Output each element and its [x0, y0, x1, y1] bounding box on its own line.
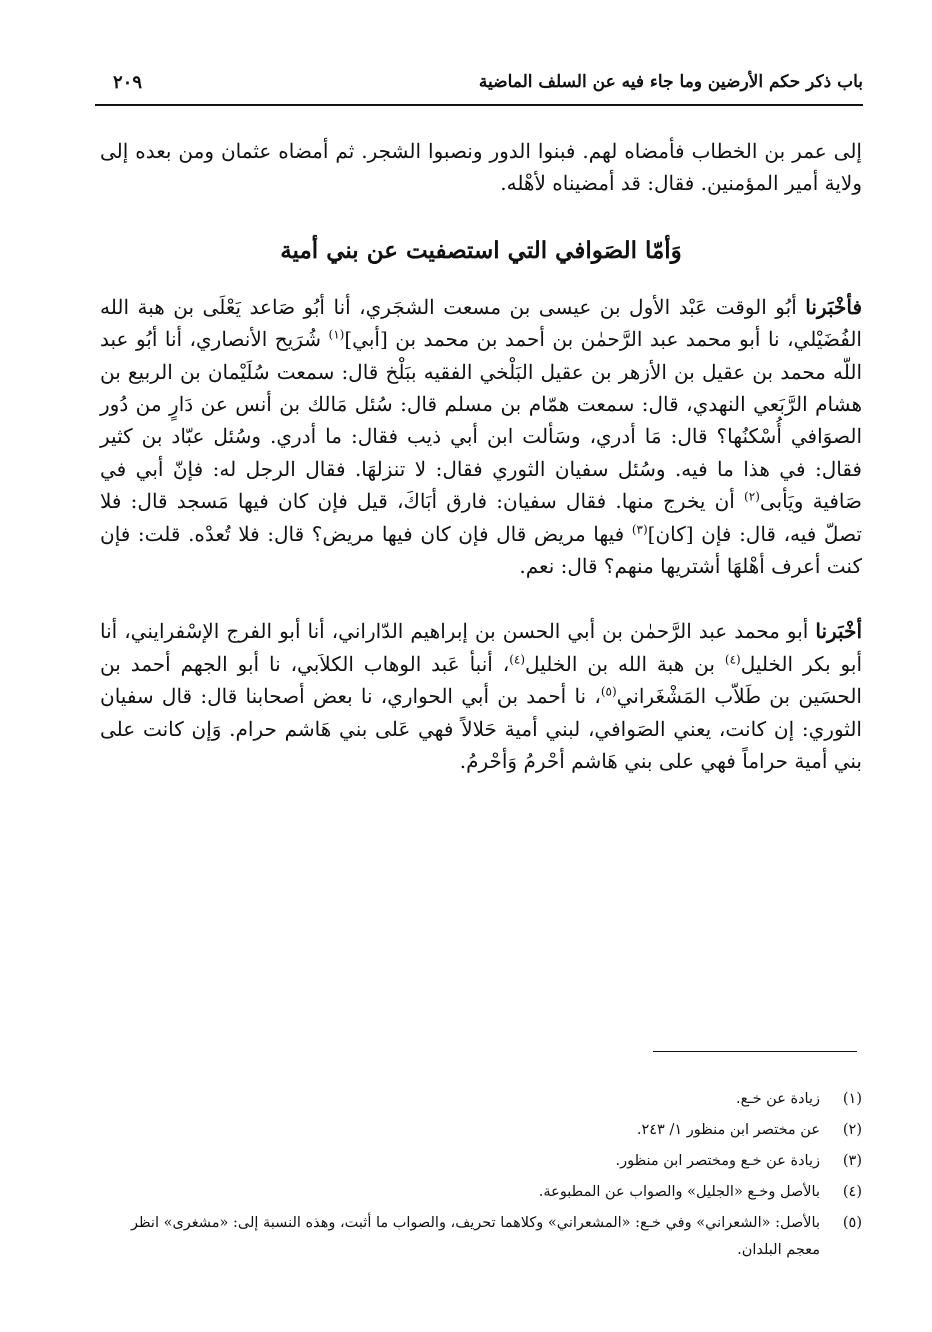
- footnote-text: عن مختصر ابن منظور ١/ ٢٤٣.: [636, 1122, 820, 1138]
- footnote-item: [100, 1146, 862, 1177]
- paragraph-1-text: فيها مريض قال فإن كان فيها مريض؟ قال: فلا تُعدْه. قلت: فإن كنت أعرف أهْلهَا أشتريها منهم؟ قال: نعم.: [100, 521, 862, 579]
- footnote-ref-4: (٤): [509, 652, 526, 667]
- paragraph-1-text: أن يخرج منها. فقال سفيان: فارق أبَاكَ، قيل فإن كان فيها مَسجد قال: فلا تصلّ فيه، قال: فإن [كان]: [100, 489, 862, 546]
- footnote-text: بالأصل وخـع «الجليل» والصواب عن المطبوعة.: [538, 1184, 820, 1200]
- footnote-ref-3: (٣): [631, 522, 648, 536]
- paragraph-2-text: ، أنبأ عَبد الوهاب الكلاَبي، نا أبو الجهم أحمد بن الحسَين بن طَلاّب المَشْغَراني: [100, 651, 862, 709]
- paragraph-1: [100, 291, 862, 583]
- paragraph-2-text: بن هبة الله بن الخليل: [525, 651, 725, 676]
- page-number: ٢٠٩: [113, 72, 143, 93]
- section-heading: وَأمّا الصَوافي التي استصفيت عن بني أمية: [280, 236, 682, 264]
- footnotes: [100, 1084, 862, 1264]
- footnote-item: [100, 1115, 862, 1146]
- paragraph-1-text: أبُو الوقت عَبْد الأول بن عيسى بن مسعت الشجَري، أنا أبُو صَاعد يَعْلَى بن هبة الله الفُضَيْلي، نا أبو محمد عبد الرَّحمٰن بن أحمد بن محمد بن [أبي]: [100, 294, 862, 352]
- footnote-ref-2: (٢): [744, 489, 760, 504]
- paragraph-2-keyword: أخْبَرنا: [815, 619, 863, 644]
- footnote-item: [100, 1177, 862, 1208]
- paragraph-1-keyword: فأخْبَرنا: [805, 294, 862, 319]
- footnote-number: (٥): [842, 1215, 862, 1231]
- footnote-item: [100, 1084, 862, 1115]
- footnote-text: زيادة عن خـع.: [736, 1091, 820, 1107]
- paragraph-2: [100, 615, 862, 777]
- footnote-text: بالأصل: «الشعراني» وفي خـع: «المشعراني» وكلاهما تحريف، والصواب ما أثبت، وهذه النسبة إلى: «مشغرى» انظر معجم البلدان.: [131, 1215, 820, 1258]
- paragraph-2-text: ، نا أحمد بن أبي الحواري، نا بعض أصحابنا قال: قال سفيان الثوري: إن كانت، يعني الصَوافي، لبني أمية حَلالاً فهي عَلى بني هَاشم حرام. وَإن كانت على بني أمية حراماً فهي على بني هَاشم أحْرمُ وَأحْرمُ.: [100, 684, 862, 774]
- page-header: [95, 66, 863, 106]
- paragraph-1-text: شُرَيح الأنصاري، أنا أبُو عبد اللّه محمد بن عقيل بن الأزهر بن عقيل البَلْخي الفقيه ببَلْخ قال: سمعت سُلَيْمان بن الربيع بن هشام الرَّبَعي النهدي، قال: سمعت همّام بن مسلم قال: سُئل مَالك بن أنس عن دَارٍ من دُور الصوَافي أُسْكنُها؟ قال: مَا أدري، وسَألت ابن أبي ذيب فقال: ما أدري. وسُئل عبّاد بن كثير فقال: في هذا ما فيه. وسُئل سفيان الثوري فقال: لا تنزلهَا. فقال الرجل له: فإنّ أبي في صَافية ويَأبى: [100, 327, 863, 514]
- footnote-text: زيادة عن خـع ومختصر ابن منظور.: [615, 1153, 820, 1169]
- footnote-number: (٤): [842, 1184, 862, 1200]
- footnote-separator: [653, 1051, 857, 1052]
- opening-paragraph: إلى عمر بن الخطاب فأمضاه لهم. فبنوا الدور ونصبوا الشجر. ثم أمضاه عثمان ومن بعده إلى ولاية أمير المؤمنين. فقال: قد أمضيناه لأهْله.: [100, 139, 862, 196]
- footnote-ref-4: (٤): [724, 652, 741, 667]
- footnote-item: [100, 1208, 862, 1264]
- footnote-ref-1: (١): [328, 327, 345, 342]
- paragraph-2-text: أبو محمد عبد الرَّحمٰن بن أبي الحسن بن إبراهيم الدّاراني، أنا أبو الفرج الإسْفرايني، أنا أبو بكر الخليل: [100, 619, 863, 676]
- footnote-number: (٣): [842, 1153, 862, 1169]
- footnote-number: (١): [842, 1091, 862, 1107]
- running-title: باب ذكر حكم الأرضين وما جاء فيه عن السلف الماضية: [478, 72, 863, 92]
- footnote-ref-5: (٥): [600, 684, 617, 699]
- main-text: [100, 135, 862, 778]
- footnote-number: (٢): [842, 1122, 862, 1138]
